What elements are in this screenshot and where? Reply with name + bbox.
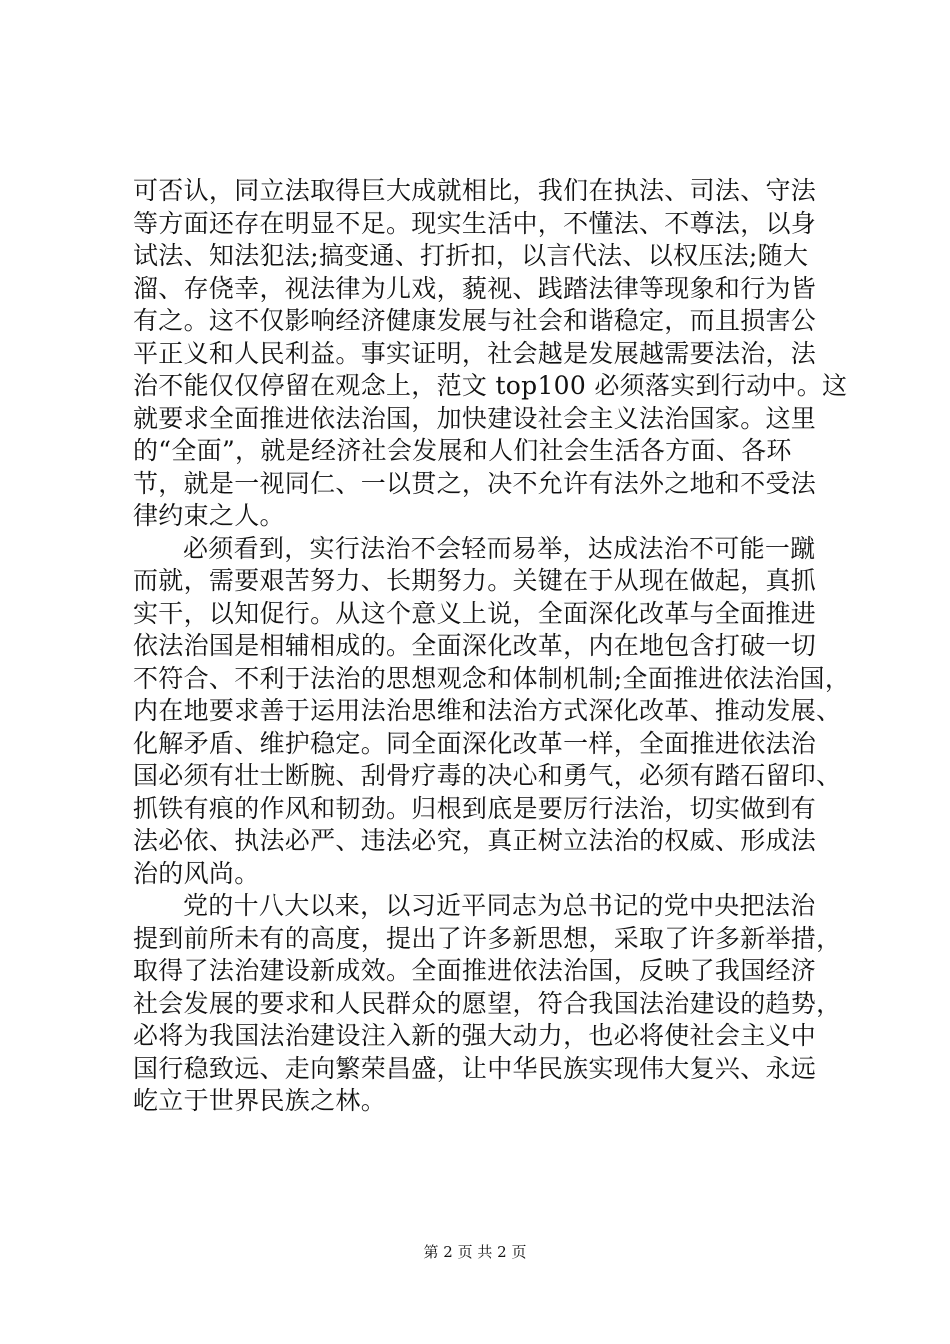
page-number: 第 2 页 共 2 页	[423, 1243, 527, 1261]
text-line: 就要求全面推进依法治国，加快建设社会主义法治国家。这里	[133, 403, 817, 433]
text-line: 不符合、不利于法治的思想观念和体制机制;全面推进依法治国，	[133, 663, 851, 693]
text-line: 治的风尚。	[133, 858, 260, 888]
text-line: 而就，需要艰苦努力、长期努力。关键在于从现在做起，真抓	[133, 566, 817, 595]
text-line: 党的十八大以来，以习近平同志为总书记的党中央把法治	[183, 891, 816, 920]
text-line: 依法治国是相辅相成的。全面深化改革，内在地包含打破一切	[133, 631, 817, 660]
text-line: 国必须有壮士断腕、刮骨疗毒的决心和勇气，必须有踏石留印、	[133, 761, 842, 790]
text-line: 的“全面”，就是经济社会发展和人们社会生活各方面、各环	[133, 436, 792, 465]
text-line: 社会发展的要求和人民群众的愿望，符合我国法治建设的趋势，	[133, 988, 842, 1018]
text-line: 可否认，同立法取得巨大成就相比，我们在执法、司法、守法	[133, 176, 817, 205]
text-line: 取得了法治建设新成效。全面推进依法治国，反映了我国经济	[133, 956, 817, 985]
text-line: 实干，以知促行。从这个意义上说，全面深化改革与全面推进	[133, 598, 817, 628]
text-line: 律约束之人。	[133, 501, 285, 530]
text-line: 等方面还存在明显不足。现实生活中，不懂法、不尊法，以身	[133, 208, 817, 238]
text-line: 试法、知法犯法;搞变通、打折扣，以言代法、以权压法;随大	[133, 241, 809, 270]
text-line: 国行稳致远、走向繁荣昌盛，让中华民族实现伟大复兴、永远	[133, 1053, 817, 1083]
text-line: 节，就是一视同仁、一以贯之，决不允许有法外之地和不受法	[133, 468, 817, 498]
body-text	[133, 175, 863, 1118]
text-line: 有之。这不仅影响经济健康发展与社会和谐稳定，而且损害公	[133, 306, 817, 335]
text-line: 抓铁有痕的作风和韧劲。归根到底是要厉行法治，切实做到有	[133, 793, 817, 823]
text-line: 必将为我国法治建设注入新的强大动力，也必将使社会主义中	[133, 1021, 817, 1050]
text-line: 平正义和人民利益。事实证明，社会越是发展越需要法治，法	[133, 338, 817, 368]
text-line: 化解矛盾、维护稳定。同全面深化改革一样，全面推进依法治	[133, 728, 817, 758]
page-footer	[0, 1242, 950, 1262]
text-line: 屹立于世界民族之林。	[133, 1086, 387, 1115]
text-line: 必须看到，实行法治不会轻而易举，达成法治不可能一蹴	[183, 533, 816, 563]
text-line: 治不能仅仅停留在观念上，范文 top100 必须落实到行动中。这	[133, 371, 848, 400]
text-line: 提到前所未有的高度，提出了许多新思想，采取了许多新举措，	[133, 923, 842, 953]
text-line: 法必依、执法必严、违法必究，真正树立法治的权威、形成法	[133, 826, 817, 855]
text-line: 内在地要求善于运用法治思维和法治方式深化改革、推动发展、	[133, 696, 842, 725]
text-line: 溜、存侥幸，视法律为儿戏，藐视、践踏法律等现象和行为皆	[133, 273, 817, 303]
